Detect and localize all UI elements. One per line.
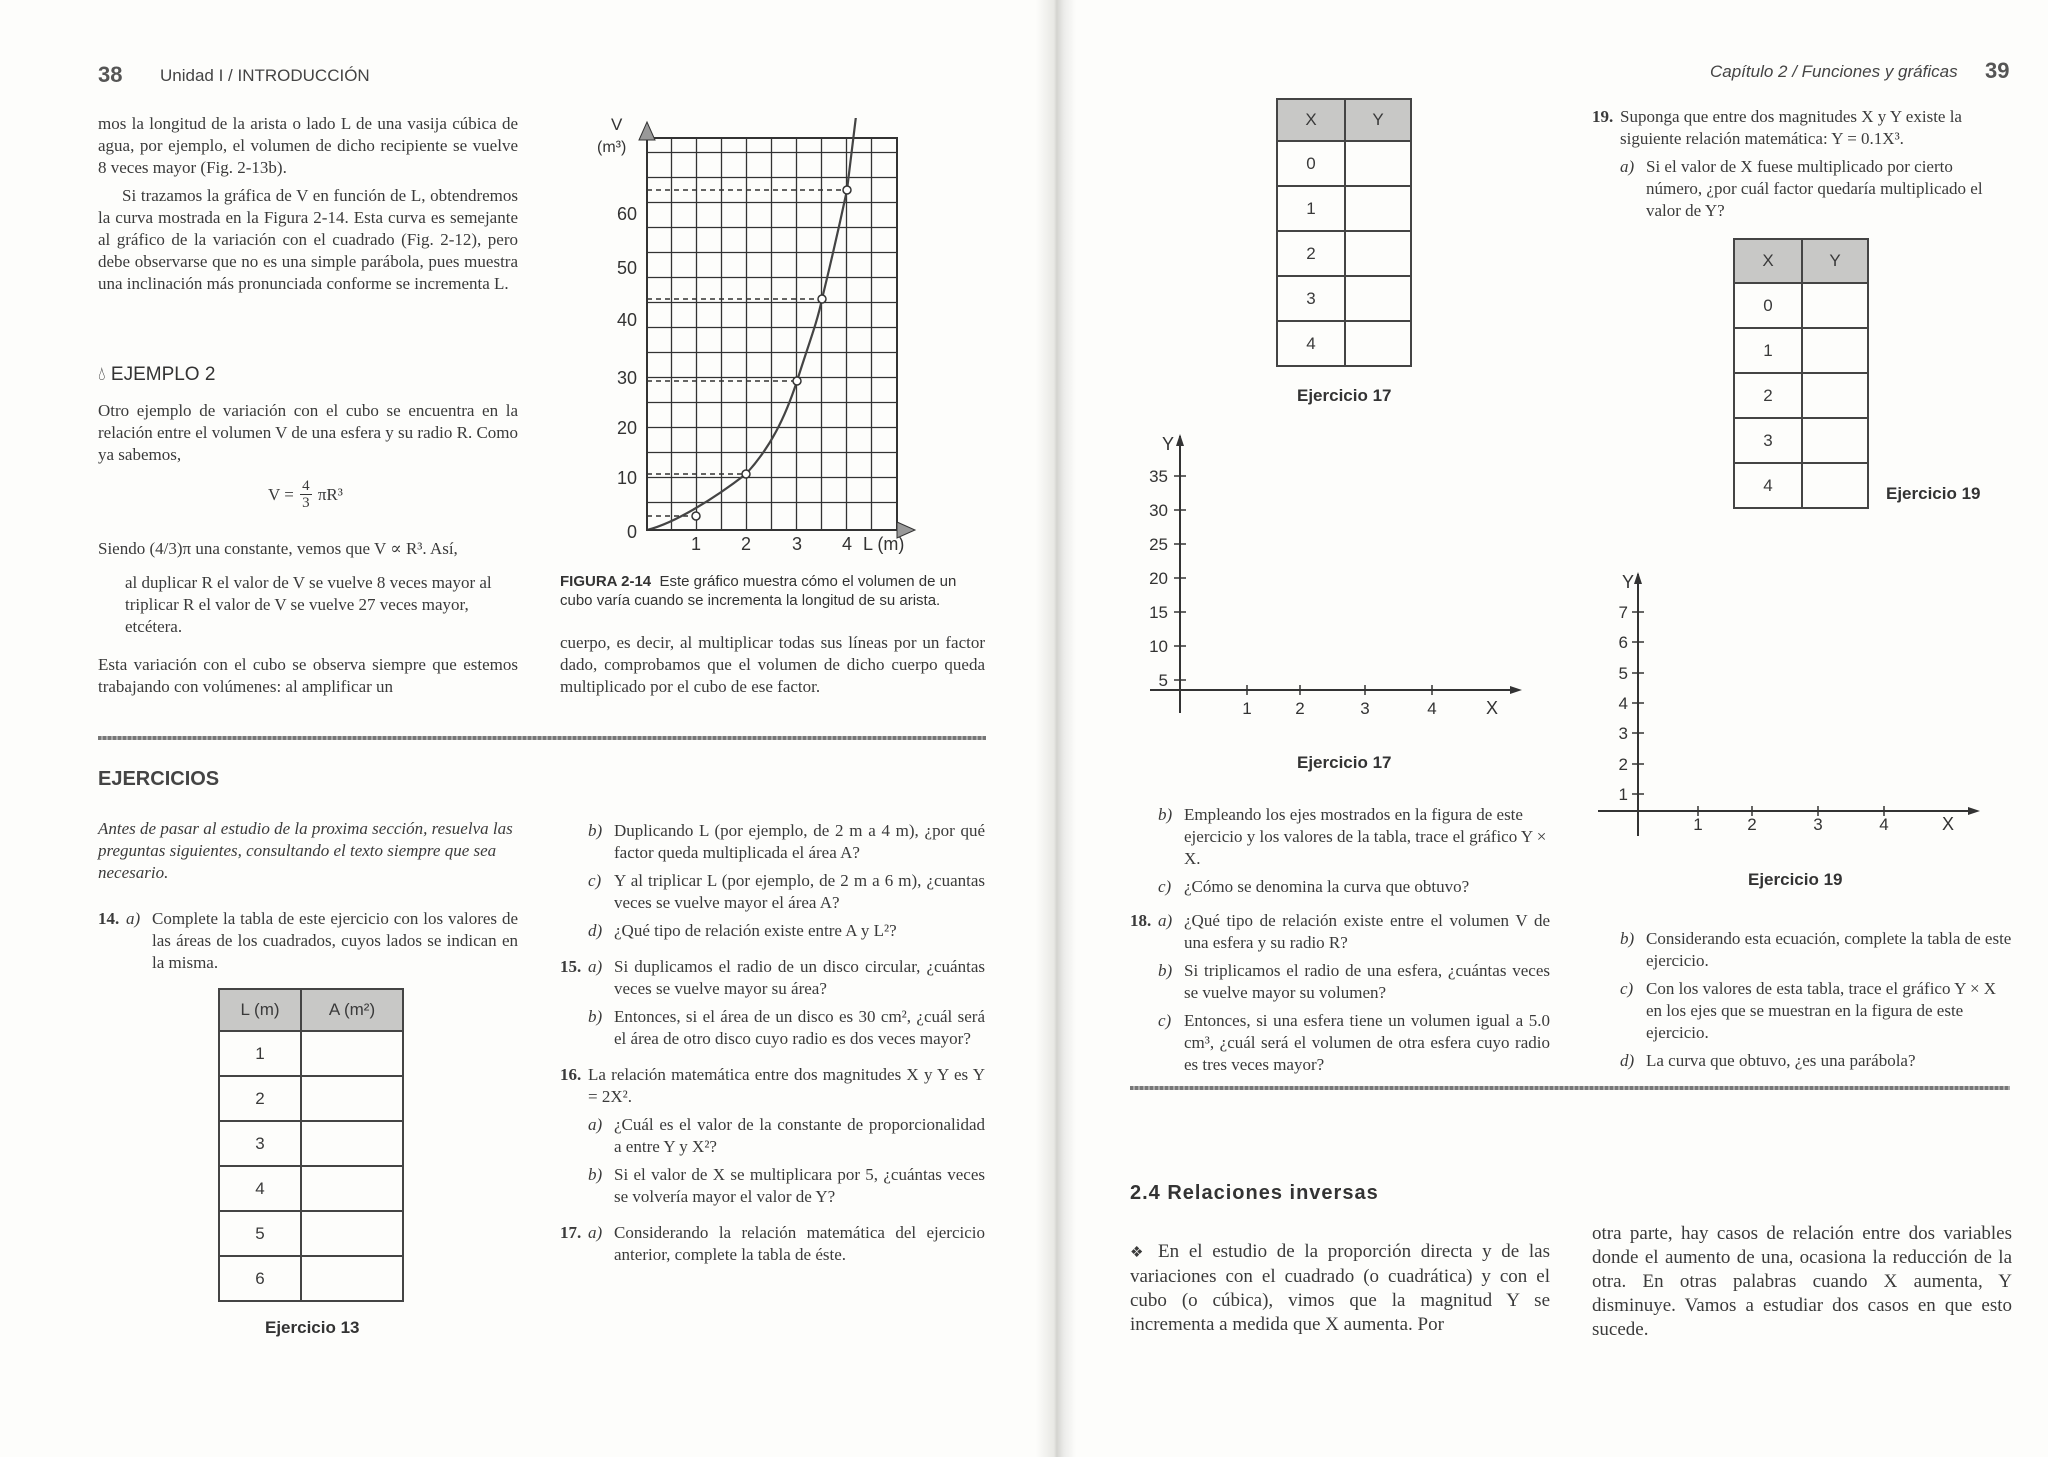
y-axis-arrow-icon — [639, 122, 655, 140]
table-header: X — [1734, 239, 1802, 283]
table-empty-cell[interactable] — [1802, 328, 1868, 373]
graph-x-label: X — [1485, 698, 1499, 718]
example-text: Otro ejemplo de variación con el cubo se encuentra en la relación entre el volumen V de una esfera y su radio R. Como ya sabemos, — [98, 401, 519, 464]
table-cell: 2 — [219, 1076, 301, 1121]
exercise-number: 16. — [560, 1065, 582, 1084]
volume-curve — [647, 118, 857, 530]
fig-y-tick: 60 — [616, 204, 637, 224]
graph-x-tick: 4 — [1879, 815, 1889, 834]
x-axis-arrow-icon — [1510, 686, 1522, 694]
exercise-19-top: 19. Suponga que entre dos magnitudes X y Y existe la siguiente relación matemática: Y = 0.1X³. a) Si el valor de X fuese multiplicado por cierto número, ¿por cuál factor quedaría multiplicado el valor de Y? — [1592, 106, 2012, 228]
right-page-header: Capítulo 2 / Funciones y gráficas — [1710, 62, 1958, 81]
graph-x-tick: 2 — [1295, 699, 1305, 718]
graph-y-tick: 20 — [1149, 569, 1168, 588]
graph-y-tick: 10 — [1149, 637, 1168, 656]
exercise-19a: Si el valor de X fuese multiplicado por cierto número, ¿por cuál factor quedaría multiplicado el valor de Y? — [1646, 157, 1983, 220]
fig-x-tick: 4 — [841, 534, 853, 554]
graph-y-tick: 3 — [1618, 724, 1628, 743]
table-cell: 3 — [1734, 418, 1802, 463]
table-empty-cell[interactable] — [1802, 283, 1868, 328]
intro-text — [98, 113, 518, 301]
exercise-19-bottom: b) Considerando esta ecuación, complete la tabla de este ejercicio. c) Con los valores de esta tabla, trace el gráfico Y × X en los ejes que se muestran en la figura de este ejercicio. d) La curva que obtuvo, ¿es una parábola? — [1620, 929, 2012, 1070]
table-empty-cell[interactable] — [1802, 418, 1868, 463]
graph-y-tick: 4 — [1618, 694, 1628, 713]
exercise-16b: Si el valor de X se multiplicara por 5, ¿cuántas veces se volvería mayor el valor de Y? — [614, 1165, 985, 1206]
table-cell: 1 — [219, 1031, 301, 1076]
right-page-number: 39 — [1985, 58, 2010, 83]
table-header: Y — [1802, 239, 1868, 283]
book-gutter — [1036, 0, 1076, 1457]
table-header: A (m²) — [301, 989, 403, 1031]
graph-y-tick: 25 — [1149, 535, 1168, 554]
table-empty-cell[interactable] — [1802, 373, 1868, 418]
table-cell: 1 — [1734, 328, 1802, 373]
fig-y-tick: 50 — [616, 258, 637, 278]
exercise-17a: Considerando la relación matemática del ejercicio anterior, complete la tabla de éste. — [614, 1223, 985, 1264]
graph-x-tick: 1 — [1693, 815, 1703, 834]
left-page-number: 38 — [98, 62, 123, 87]
table-cell: 2 — [1277, 231, 1345, 276]
exercise-number: 17. — [560, 1223, 582, 1242]
fig-y-tick: 40 — [616, 310, 637, 330]
since-text: Siendo (4/3)π una constante, vemos que V ∝ R³. Así, — [98, 539, 458, 558]
graph-y-tick: 7 — [1618, 603, 1628, 622]
table-cell: 2 — [1734, 373, 1802, 418]
table-cell: 0 — [1277, 141, 1345, 186]
table-empty-cell[interactable] — [1345, 321, 1411, 366]
table-empty-cell[interactable] — [1802, 463, 1868, 508]
chart-grid — [647, 138, 897, 530]
table-empty-cell[interactable] — [1345, 231, 1411, 276]
table-empty-cell[interactable] — [1345, 186, 1411, 231]
left-page-header: Unidad I / INTRODUCCIÓN — [160, 66, 370, 85]
diamond-bullet-icon: ❖ — [1130, 1245, 1149, 1261]
fig-x-tick: 1 — [690, 534, 702, 554]
table-17-caption: Ejercicio 17 — [1297, 386, 1392, 405]
exercise-17c: ¿Cómo se denomina la curva que obtuvo? — [1184, 877, 1470, 896]
exercise-19d: La curva que obtuvo, ¿es una parábola? — [1646, 1051, 1916, 1070]
section-divider — [98, 736, 986, 740]
table-header: L (m) — [219, 989, 301, 1031]
exercise-15a: Si duplicamos el radio de un disco circular, ¿cuántas veces se vuelve mayor su área? — [614, 957, 985, 998]
table-ejercicio-19 — [1733, 238, 1869, 509]
exercise-18c: Entonces, si una esfera tiene un volumen igual a 5.0 cm³, ¿cuál será el volumen de otra esfera cuyo radio es tres veces mayor? — [1184, 1011, 1550, 1074]
exercise-19b: Considerando esta ecuación, complete la tabla de este ejercicio. — [1646, 929, 2012, 970]
indented-text: al duplicar R el valor de V se vuelve 8 veces mayor al triplicar R el valor de V se vuelve 27 veces mayor, etcétera. — [125, 573, 492, 636]
table-cell: 3 — [219, 1121, 301, 1166]
graph-19-caption: Ejercicio 19 — [1748, 870, 1843, 889]
drop-icon: 💧︎ — [98, 364, 106, 385]
exercise-17b: Empleando los ejes mostrados en la figura de este ejercicio y los valores de la tabla, trace el gráfico Y × X. — [1184, 805, 1547, 868]
fig-y-tick: 0 — [626, 522, 637, 542]
intro-paragraph-2: Si trazamos la gráfica de V en función de L, obtendremos la curva mostrada en la Figura 2-14. Esta curva es semejante al gráfico de la variación con el cuadrado (Fig. 2-12), pero debe observarse que no es una simple parábola, pues muestra una inclinación más pronunciada conforme se incrementa L. — [98, 186, 518, 293]
exercise-14b: Duplicando L (por ejemplo, de 2 m a 4 m), ¿por qué factor queda multiplicada el área A? — [614, 821, 985, 862]
fig-x-label: L (m) — [863, 534, 905, 554]
exercises-intro: Antes de pasar al estudio de la proxima sección, resuelva las preguntas siguientes, consultando el texto siempre que sea necesario. — [98, 819, 513, 882]
section-heading: 2.4 Relaciones inversas — [1130, 1182, 1379, 1204]
exercise-14a: Complete la tabla de este ejercicio con los valores de las áreas de los cuadrados, cuyos lados se indican en la misma. — [152, 909, 518, 972]
y-axis-arrow-icon — [1634, 572, 1642, 584]
exercise-14: 14. a) Complete la tabla de este ejercicio con los valores de las áreas de los cuadrados, cuyos lados se indican en la misma. — [98, 909, 518, 972]
table-empty-cell[interactable] — [1345, 276, 1411, 321]
table-empty-cell[interactable] — [301, 1076, 403, 1121]
graph-y-tick: 5 — [1618, 664, 1628, 683]
table-cell: 4 — [1277, 321, 1345, 366]
exercise-number: 15. — [560, 957, 582, 976]
table-empty-cell[interactable] — [301, 1121, 403, 1166]
table-19-caption: Ejercicio 19 — [1886, 484, 1981, 503]
figure-caption: FIGURA 2-14 Este gráfico muestra cómo el volumen de un cubo varía cuando se incrementa la longitud de su arista. — [560, 573, 957, 609]
table-header: Y — [1345, 99, 1411, 141]
graph-y-label: Y — [1622, 572, 1635, 592]
exercise-19c: Con los valores de esta tabla, trace el gráfico Y × X en los ejes que se muestran en la figura de este ejercicio. — [1646, 979, 1997, 1042]
fig-y-tick: 20 — [616, 418, 637, 438]
table-empty-cell[interactable] — [1345, 141, 1411, 186]
section-text-right: otra parte, hay casos de relación entre dos variables donde el aumento de una, ocasiona la reducción de la otra. En otras palabras cuando X aumenta, Y disminuye. Vamos a estudiar dos casos en que esto sucede. — [1592, 1223, 2012, 1340]
table-cell: 4 — [1734, 463, 1802, 508]
graph-y-tick: 1 — [1618, 785, 1628, 804]
section-divider — [1130, 1086, 2010, 1090]
x-axis-arrow-icon — [1968, 807, 1980, 815]
intro-paragraph-1: mos la longitud de la arista o lado L de una vasija cúbica de agua, por ejemplo, el volumen de dicho recipiente se vuelve 8 veces mayor (Fig. 2-13b). — [98, 114, 518, 177]
graph-y-tick: 5 — [1158, 671, 1168, 690]
closing-text: Esta variación con el cubo se observa siempre que estemos trabajando con volúmenes: al amplificar un — [98, 655, 518, 696]
graph-y-tick: 30 — [1149, 501, 1168, 520]
fig-y-unit: (m³) — [597, 139, 627, 156]
fig-x-tick: 3 — [791, 534, 803, 554]
fig-x-tick: 2 — [740, 534, 752, 554]
right-column-text: cuerpo, es decir, al multiplicar todas sus líneas por un factor dado, comprobamos que el volumen de dicho cuerpo queda multiplicado por el cubo de ese factor. — [560, 633, 985, 696]
exercises-heading: EJERCICIOS — [98, 768, 220, 790]
graph-y-label: Y — [1162, 434, 1175, 454]
exercise-15b: Entonces, si el área de un disco es 30 cm², ¿cuál será el área de otro disco cuyo radio es dos veces mayor? — [614, 1007, 985, 1048]
left-exercises-column: b) Duplicando L (por ejemplo, de 2 m a 4 m), ¿por qué factor queda multiplicada el área A? c) Y al triplicar L (por ejemplo, de 2 m a 6 m), ¿cuantas veces se vuelve mayor el área A? d) ¿Qué tipo de relación existe entre A y L²? 15. a) Si duplicamos el radio de un disco circular, ¿cuántas veces se vuelve mayor su área? b) Entonces, si el área de un disco es 30 cm², ¿cuál será el área de otro disco cuyo radio es dos veces mayor? 16. La relación matemática entre dos magnitudes X y Y es Y = 2X². a) ¿Cuál es el valor de la constante de proporcionalidad a entre Y y X²? b) Si el valor de X se multiplicara por 5, ¿cuántas veces se volvería mayor el valor de Y? 17. a) Considerando la relación matemática del ejercicio anterior, complete la tabla de éste. — [560, 821, 985, 1264]
table-empty-cell[interactable] — [301, 1031, 403, 1076]
exercise-number: 19. — [1592, 107, 1614, 126]
table-cell: 0 — [1734, 283, 1802, 328]
exercise-19-stem: Suponga que entre dos magnitudes X y Y existe la siguiente relación matemática: Y = 0.1X³. — [1620, 107, 1962, 148]
graph-x-tick: 3 — [1360, 699, 1370, 718]
table-empty-cell[interactable] — [301, 1211, 403, 1256]
graph-x-tick: 3 — [1813, 815, 1823, 834]
y-axis-arrow-icon — [1176, 434, 1184, 446]
sphere-volume-formula: V = $\frac{4}{3}$ πR³ — [268, 478, 343, 511]
graph-y-tick: 35 — [1149, 467, 1168, 486]
exercise-16a: ¿Cuál es el valor de la constante de proporcionalidad a entre Y y X²? — [614, 1115, 985, 1156]
exercise-number: 14. — [98, 909, 120, 928]
example-heading: 💧︎ EJEMPLO 2 — [98, 364, 216, 385]
graph-17-caption: Ejercicio 17 — [1297, 753, 1392, 772]
graph-y-tick: 2 — [1618, 755, 1628, 774]
table-cell: 1 — [1277, 186, 1345, 231]
graph-x-label: X — [1941, 814, 1955, 834]
graph-x-tick: 1 — [1242, 699, 1252, 718]
graph-x-tick: 4 — [1427, 699, 1437, 718]
table-empty-cell[interactable] — [301, 1166, 403, 1211]
section-text-left: ❖ En el estudio de la proporción directa y de las variaciones con el cuadrado (o cuadrática) y con el cubo (o cúbica), vimos que la magnitud Y se incrementa a medida que X aumenta. Por — [1130, 1241, 1551, 1335]
fig-y-tick: 10 — [616, 468, 637, 488]
table-13-caption: Ejercicio 13 — [265, 1318, 360, 1337]
exercise-18b: Si triplicamos el radio de una esfera, ¿cuántas veces se vuelve mayor su volumen? — [1184, 961, 1550, 1002]
table-empty-cell[interactable] — [301, 1256, 403, 1301]
table-cell: 5 — [219, 1211, 301, 1256]
fig-y-label: V — [611, 118, 623, 134]
table-header: X — [1277, 99, 1345, 141]
graph-x-tick: 2 — [1747, 815, 1757, 834]
table-ejercicio-13 — [218, 988, 404, 1302]
table-cell: 6 — [219, 1256, 301, 1301]
table-cell: 3 — [1277, 276, 1345, 321]
exercise-16-stem: La relación matemática entre dos magnitudes X y Y es Y = 2X². — [588, 1065, 985, 1106]
table-cell: 4 — [219, 1166, 301, 1211]
exercise-14c: Y al triplicar L (por ejemplo, de 2 m a 6 m), ¿cuantas veces se vuelve mayor el área A? — [614, 871, 985, 912]
graph-y-tick: 6 — [1618, 633, 1628, 652]
fig-y-tick: 30 — [616, 368, 637, 388]
figure-2-14-chart — [575, 118, 935, 558]
graph-ejercicio-19 — [1590, 566, 1990, 836]
table-ejercicio-17 — [1276, 98, 1412, 367]
right-exercises-column-1: b) Empleando los ejes mostrados en la figura de este ejercicio y los valores de la tabla, trace el gráfico Y × X. c) ¿Cómo se denomina la curva que obtuvo? 18. a) ¿Qué tipo de relación existe entre el volumen V de una esfera y su radio R? b) Si triplicamos el radio de una esfera, ¿cuántas veces se vuelve mayor su volumen? c) Entonces, si una esfera tiene un volumen igual a 5.0 cm³, ¿cuál será el volumen de otra esfera cuyo radio es tres veces mayor? — [1130, 805, 1550, 1074]
graph-y-tick: 15 — [1149, 603, 1168, 622]
exercise-14d: ¿Qué tipo de relación existe entre A y L²? — [614, 921, 897, 940]
exercise-18a: ¿Qué tipo de relación existe entre el volumen V de una esfera y su radio R? — [1184, 911, 1550, 952]
exercise-number: 18. — [1130, 911, 1152, 930]
graph-ejercicio-17 — [1140, 428, 1530, 728]
